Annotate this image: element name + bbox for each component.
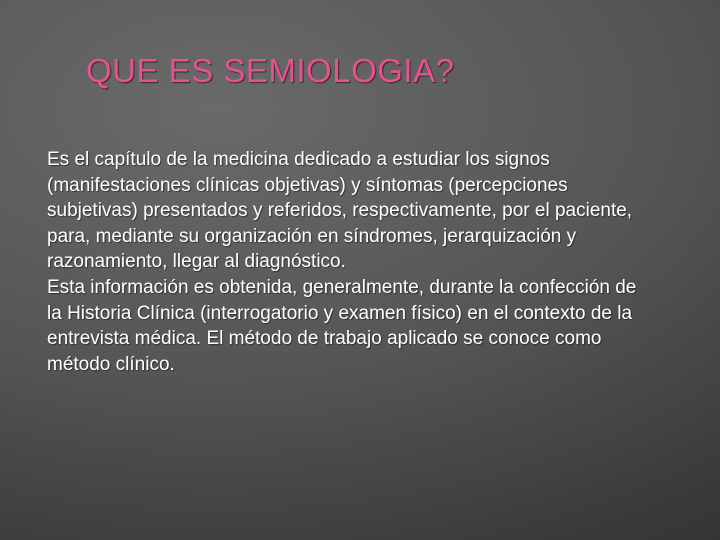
body-paragraph: Es el capítulo de la medicina dedicado a estudiar los signos (manifestaciones clínicas objetivas) y síntomas (percepciones subjetivas) presentados y referidos, respectivamente, por el paciente, para, mediante su organización en síndromes, jerarquización y razonamiento, llegar al diagnóstico. [47,149,633,273]
body-paragraph: Esta información es obtenida, generalmente, durante la confección de la Historia Clínica (interrogatorio y examen físico) en el contexto de la entrevista médica. El método de trabajo aplicado se conoce como método clínico. [47,276,637,375]
slide-title: QUE ES SEMIOLOGIA? [86,52,455,89]
slide-body [47,147,647,377]
